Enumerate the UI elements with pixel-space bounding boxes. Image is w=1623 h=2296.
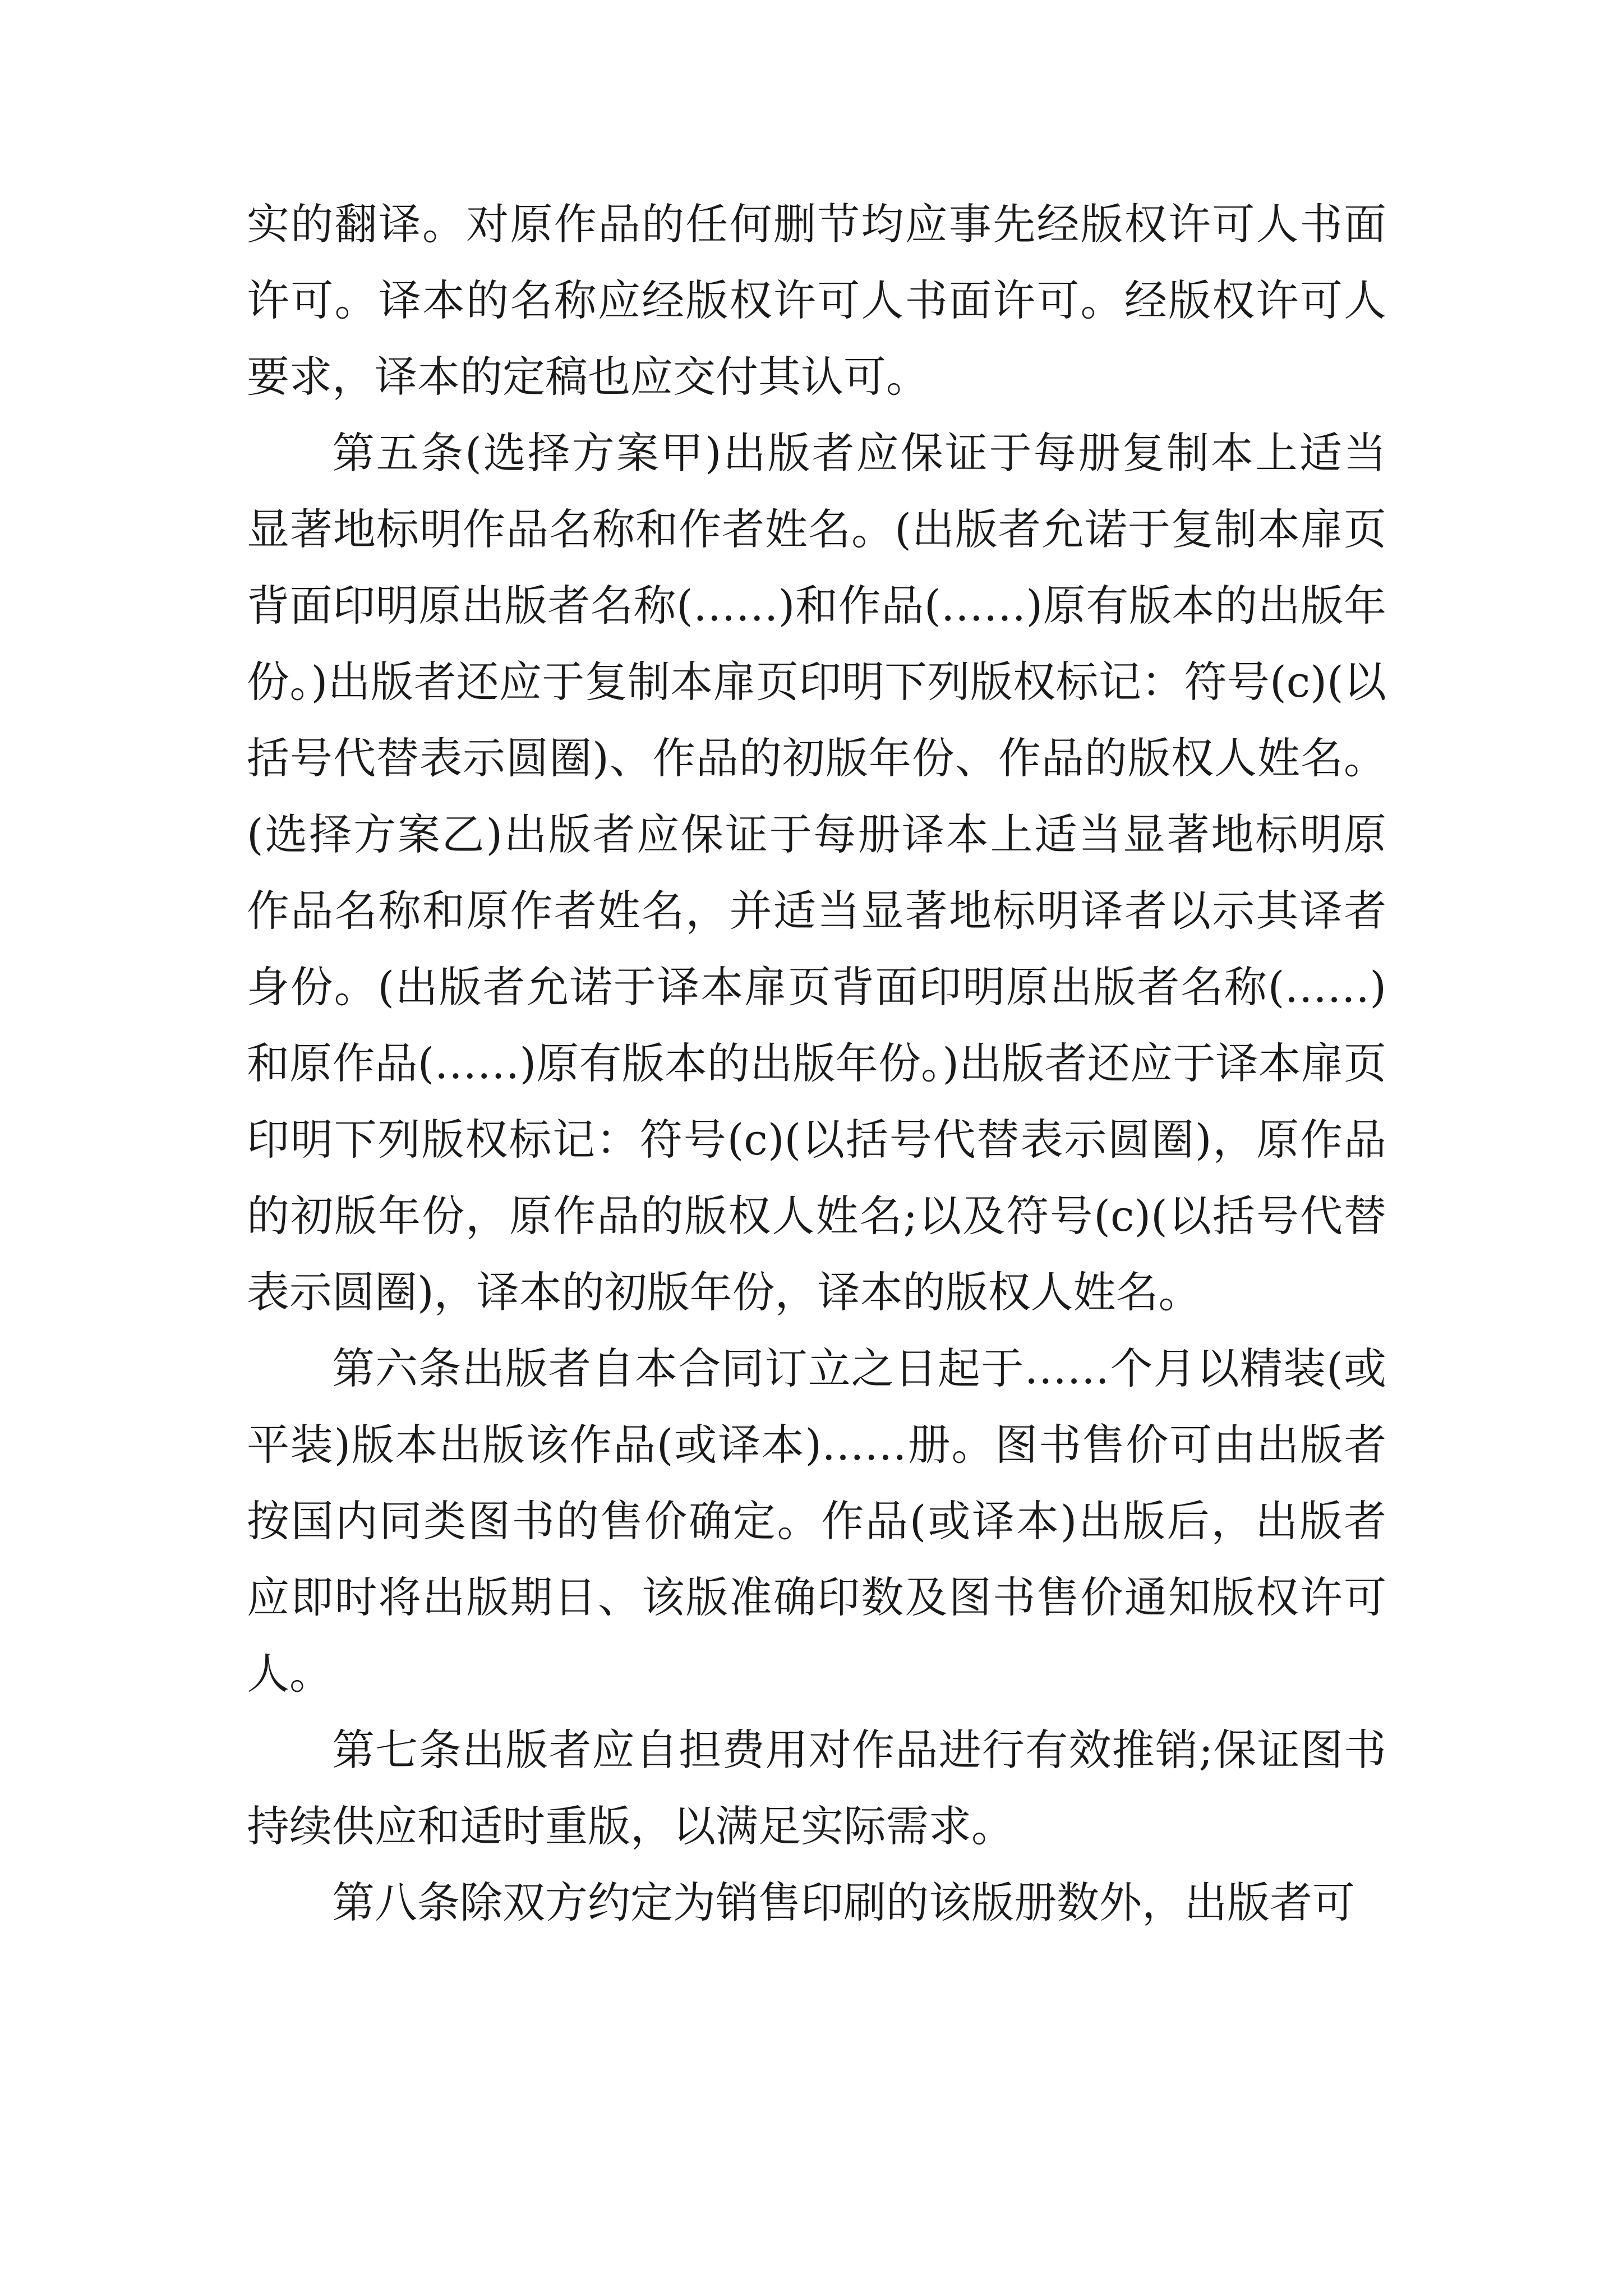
paragraph-article-5: 第五条(选择方案甲)出版者应保证于每册复制本上适当显著地标明作品名称和作者姓名。(出版者允诺于复制本扉页背面印明原出版者名称(……)和作品(……)原有版本的出版年份。)出版者还应于复制本扉页印明下列版权标记：符号(c)(以括号代替表示圆圈)、作品的初版年份、作品的版权人姓名。(选择方案乙)出版者应保证于每册译本上适当显著地标明原作品名称和原作者姓名，并适当显著地标明译者以示其译者身份。(出版者允诺于译本扉页背面印明原出版者名称(……)和原作品(……)原有版本的出版年份。)出版者还应于译本扉页印明下列版权标记：符号(c)(以括号代替表示圆圈)，原作品的初版年份，原作品的版权人姓名;以及符号(c)(以括号代替表示圆圈)，译本的初版年份，译本的版权人姓名。 bbox=[247, 428, 1386, 1317]
document-body bbox=[247, 186, 1386, 1941]
paragraph-article-8: 第八条除双方约定为销售印刷的该版册数外，出版者可 bbox=[332, 1878, 1355, 1927]
paragraph-article-7: 第七条出版者应自担费用对作品进行有效推销;保证图书持续供应和适时重版，以满足实际需求。 bbox=[247, 1725, 1386, 1851]
paragraph-article-6: 第六条出版者自本合同订立之日起于……个月以精装(或平装)版本出版该作品(或译本)……册。图书售价可由出版者按国内同类图书的售价确定。作品(或译本)出版后，出版者应即时将出版期日、该版准确印数及图书售价通知版权许可人。 bbox=[247, 1343, 1386, 1699]
paragraph-continuation-translation: 实的翻译。对原作品的任何删节均应事先经版权许可人书面许可。译本的名称应经版权许可人书面许可。经版权许可人要求，译本的定稿也应交付其认可。 bbox=[247, 199, 1386, 402]
